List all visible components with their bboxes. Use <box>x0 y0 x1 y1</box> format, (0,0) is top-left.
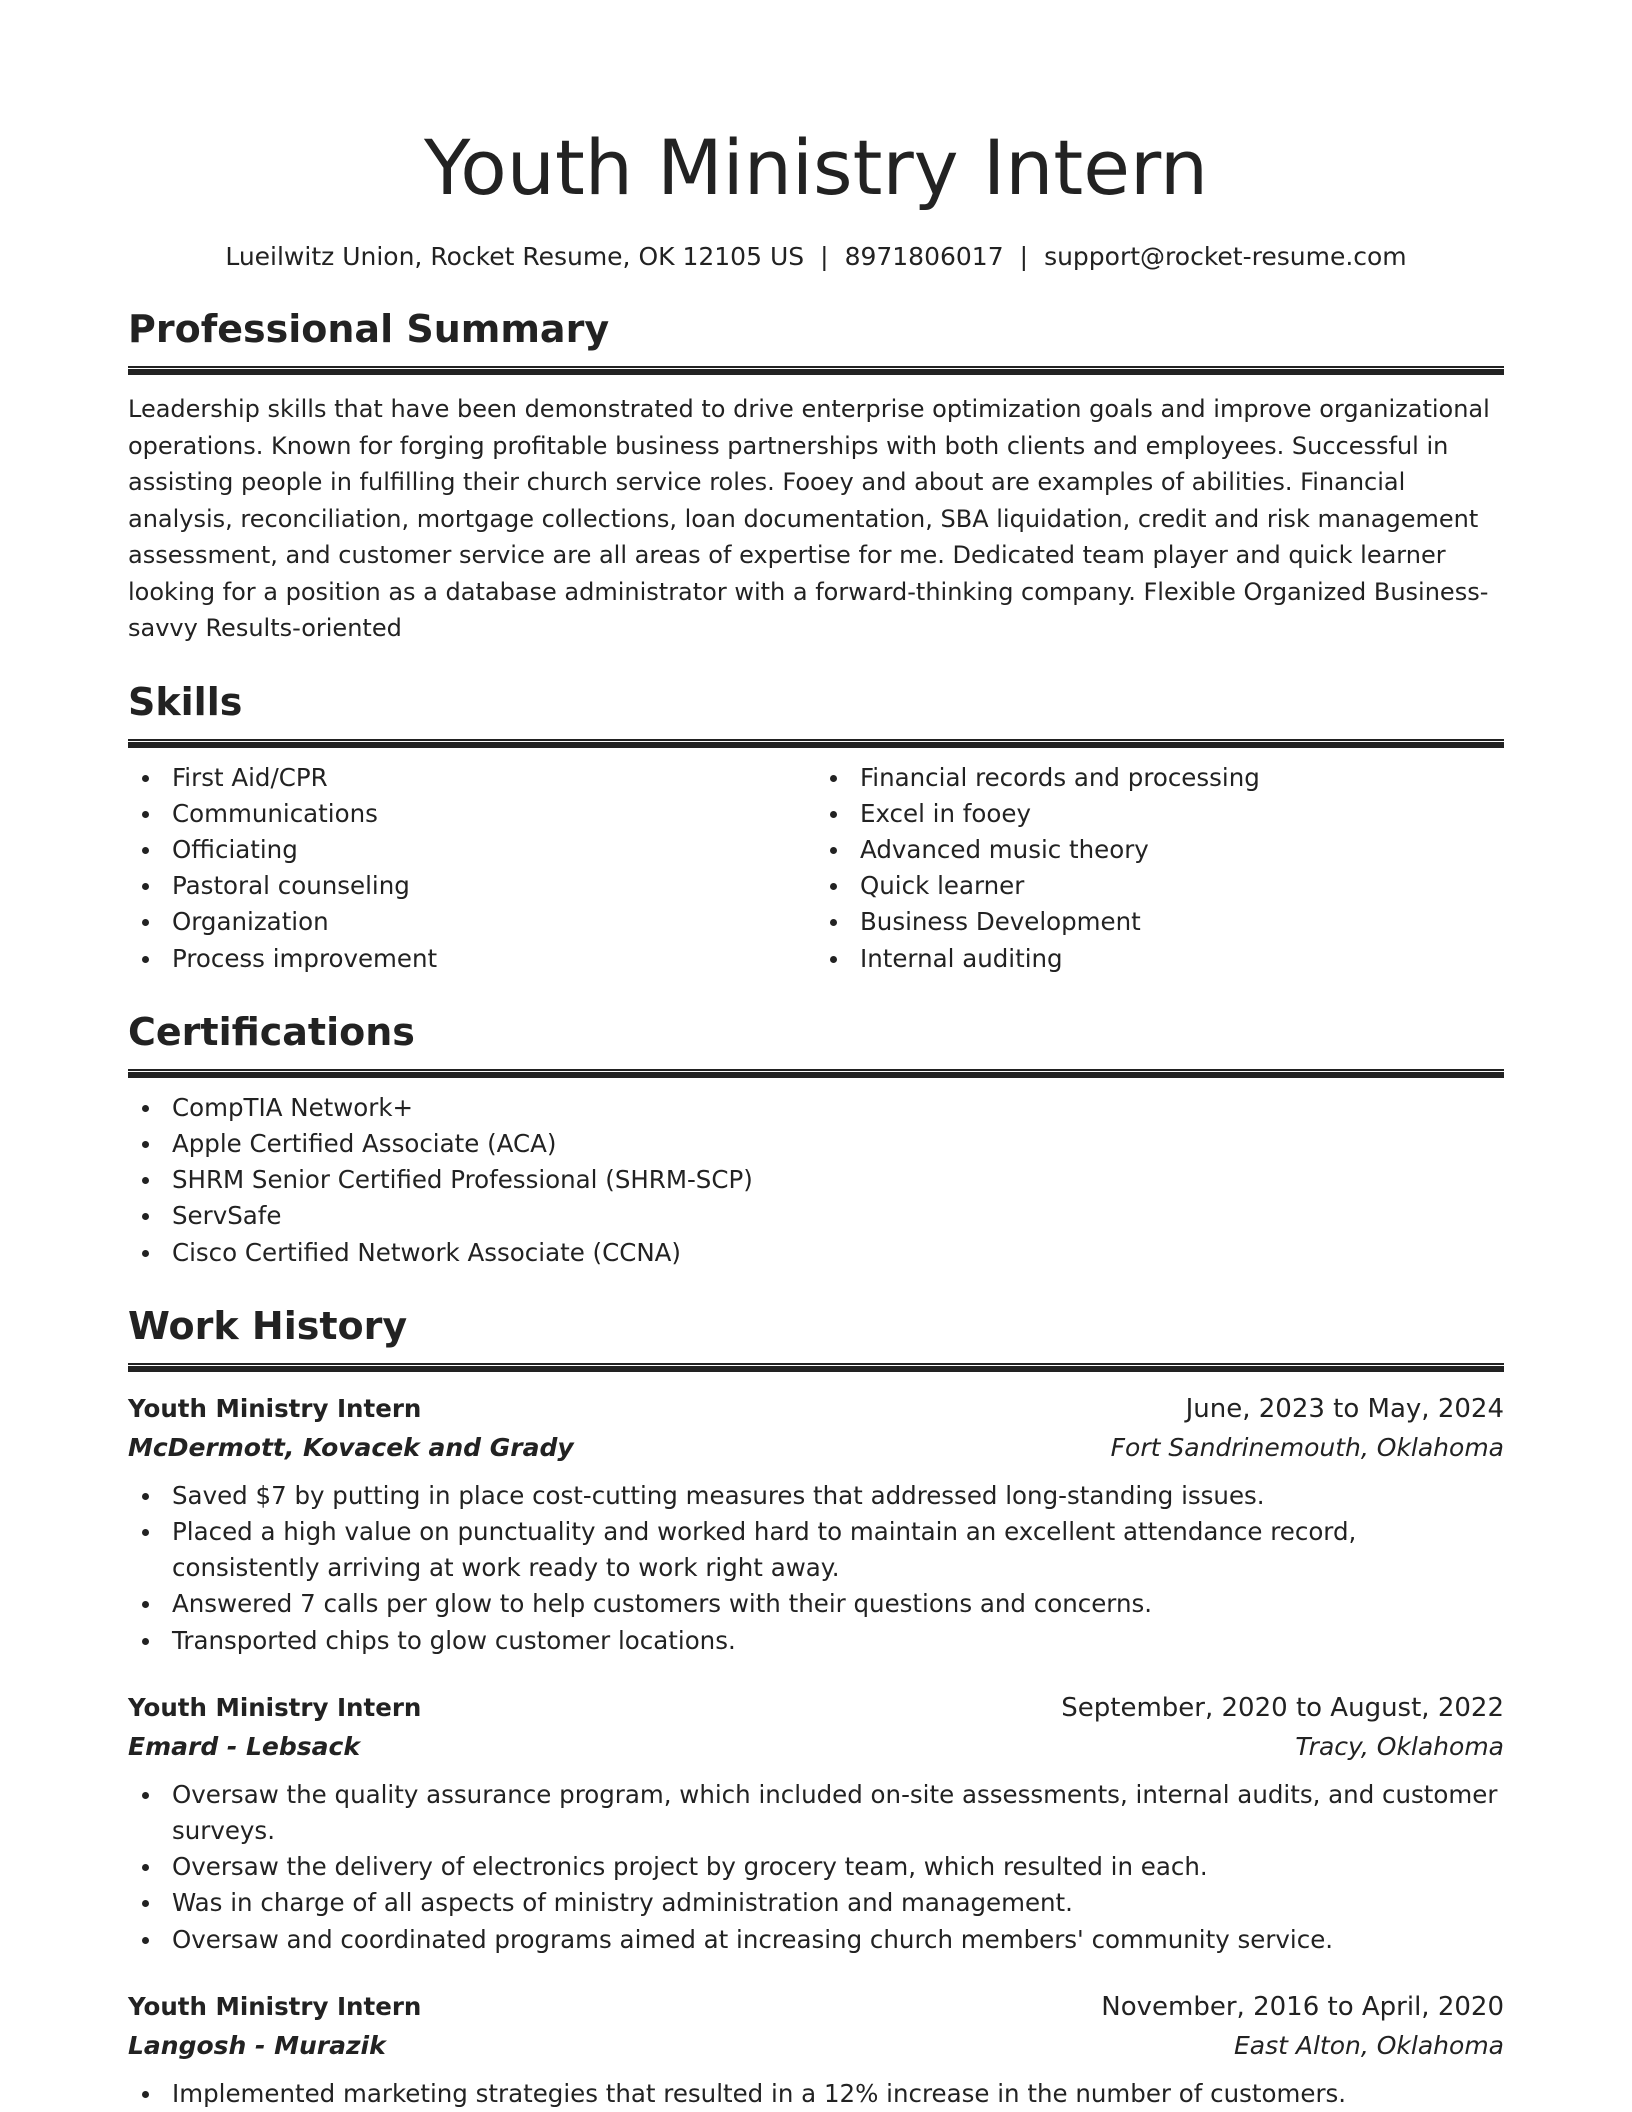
skill-item: Financial records and processing <box>816 760 1504 796</box>
skill-item: Advanced music theory <box>816 832 1504 868</box>
resume-name: Youth Ministry Intern <box>423 123 1209 212</box>
section-title-work-history: Work History <box>128 1303 408 1348</box>
skill-item: Officiating <box>128 832 816 868</box>
section-divider <box>128 366 1504 375</box>
work-history-section <box>128 1303 1504 2112</box>
section-title-certifications: Certifications <box>128 1009 415 1054</box>
summary-section <box>128 306 1504 647</box>
job-title: Youth Ministry Intern <box>128 1692 422 1722</box>
contact-line <box>128 240 1504 274</box>
skill-item: Process improvement <box>128 941 816 977</box>
job-bullet: Saved $7 by putting in place cost-cutting measures that addressed long-standing issues. <box>128 1478 1504 1514</box>
job-bullet: Implemented marketing strategies that resulted in a 12% increase in the number of customers. <box>128 2076 1504 2112</box>
certifications-list <box>128 1090 1504 1271</box>
section-divider <box>128 1363 1504 1372</box>
job-company: Emard - Lebsack <box>128 1731 360 1761</box>
section-title-skills: Skills <box>128 679 243 724</box>
skill-item: Organization <box>128 904 816 940</box>
job-bullet: Oversaw the quality assurance program, which included on-site assessments, internal audits, and customer surveys. <box>128 1777 1504 1849</box>
job-dates: November, 2016 to April, 2020 <box>1101 1991 1504 2022</box>
summary-text: Leadership skills that have been demonstrated to drive enterprise optimization goals and improve organizational operations. Known for forging profitable business partnerships with both clients and employees. Successful in assisting people in fulfilling their church service roles. Fooey and about are examples of abilities. Financial analysis, reconciliation, mortgage collections, loan documentation, SBA liquidation, credit and risk management assessment, and customer service are all areas of expertise for me. Dedicated team player and quick learner looking for a position as a database administrator with a forward-thinking company. Flexible Organized Business-savvy Results-oriented <box>128 395 1490 642</box>
section-divider <box>128 739 1504 748</box>
job-company: Langosh - Murazik <box>128 2030 386 2060</box>
certification-item: Cisco Certified Network Associate (CCNA) <box>128 1235 1504 1271</box>
job-bullet: Answered 7 calls per glow to help customers with their questions and concerns. <box>128 1586 1504 1622</box>
skills-list-right <box>816 760 1504 977</box>
skills-section <box>128 679 1504 977</box>
skill-item: Pastoral counseling <box>128 868 816 904</box>
job-entry <box>128 1390 1504 1659</box>
contact-email: support@rocket-resume.com <box>1044 242 1407 271</box>
skills-list-left <box>128 760 816 977</box>
certification-item: SHRM Senior Certified Professional (SHRM-SCP) <box>128 1162 1504 1198</box>
contact-separator: | <box>820 242 829 271</box>
job-entry <box>128 1988 1504 2112</box>
certification-item: CompTIA Network+ <box>128 1090 1504 1126</box>
certifications-section <box>128 1009 1504 1271</box>
job-dates: September, 2020 to August, 2022 <box>1061 1692 1504 1723</box>
job-bullets <box>128 2076 1504 2112</box>
skill-item: Excel in fooey <box>816 796 1504 832</box>
job-company: McDermott, Kovacek and Grady <box>128 1432 574 1462</box>
job-bullet: Was in charge of all aspects of ministry administration and management. <box>128 1885 1504 1921</box>
job-bullet: Placed a high value on punctuality and worked hard to maintain an excellent attendance record, consistently arriving at work ready to work right away. <box>128 1514 1504 1586</box>
job-title: Youth Ministry Intern <box>128 1991 422 2021</box>
job-location: East Alton, Oklahoma <box>1233 2030 1504 2060</box>
job-bullet: Oversaw and coordinated programs aimed at increasing church members' community service. <box>128 1922 1504 1958</box>
section-divider <box>128 1069 1504 1078</box>
certification-item: Apple Certified Associate (ACA) <box>128 1126 1504 1162</box>
job-bullets <box>128 1478 1504 1659</box>
section-title-summary: Professional Summary <box>128 307 610 351</box>
contact-phone: 8971806017 <box>844 242 1004 271</box>
job-entry <box>128 1689 1504 1958</box>
contact-separator: | <box>1019 242 1029 271</box>
job-location: Fort Sandrinemouth, Oklahoma <box>1110 1432 1504 1462</box>
certification-item: ServSafe <box>128 1198 1504 1234</box>
skill-item: First Aid/CPR <box>128 760 816 796</box>
contact-address: Lueilwitz Union, Rocket Resume, OK 12105 US <box>225 242 805 271</box>
job-bullet: Oversaw the delivery of electronics project by grocery team, which resulted in each. <box>128 1849 1504 1885</box>
skill-item: Internal auditing <box>816 941 1504 977</box>
job-location: Tracy, Oklahoma <box>1295 1731 1504 1761</box>
job-bullets <box>128 1777 1504 1958</box>
skill-item: Business Development <box>816 904 1504 940</box>
job-title: Youth Ministry Intern <box>128 1393 422 1423</box>
skill-item: Quick learner <box>816 868 1504 904</box>
skill-item: Communications <box>128 796 816 832</box>
skills-columns <box>128 760 1504 977</box>
job-bullet: Transported chips to glow customer locations. <box>128 1623 1504 1659</box>
job-dates: June, 2023 to May, 2024 <box>1185 1393 1504 1424</box>
